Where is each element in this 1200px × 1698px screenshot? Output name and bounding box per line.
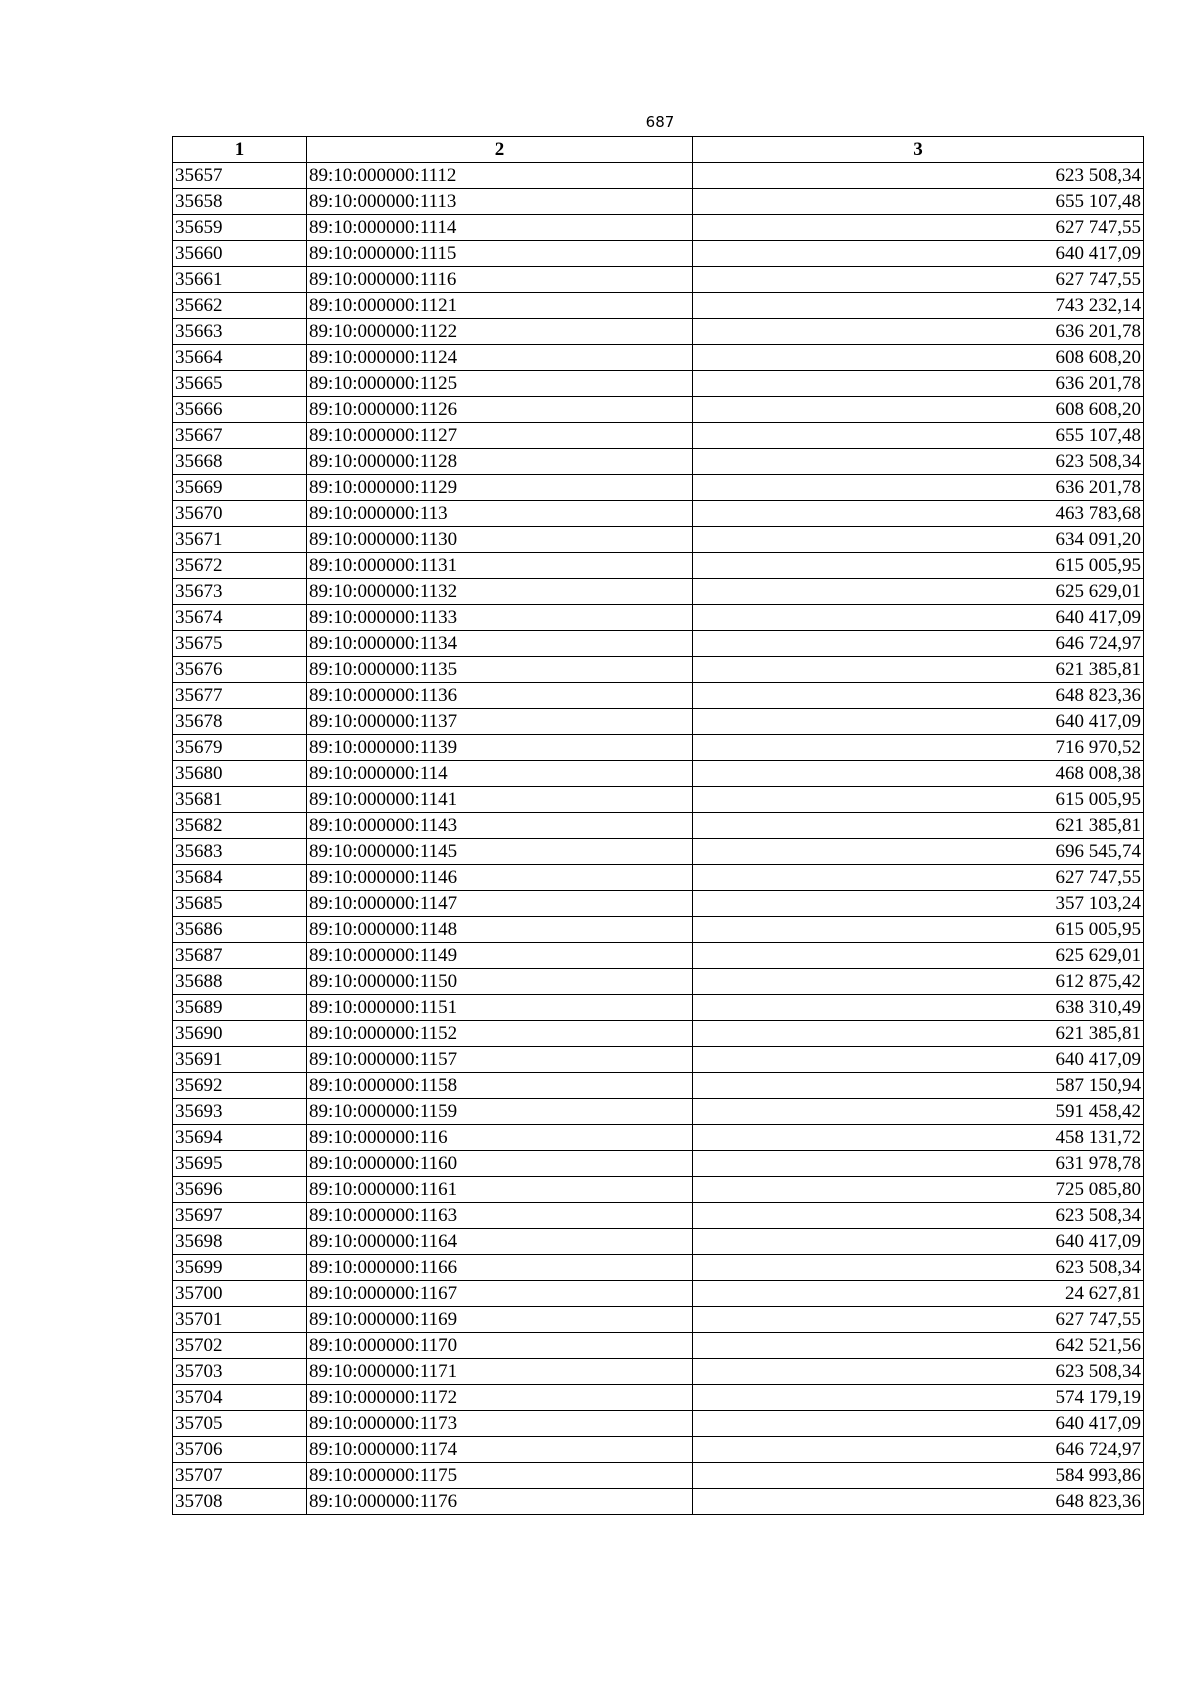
value-cell: 608 608,20 bbox=[693, 345, 1144, 371]
cadastral-number-cell: 89:10:000000:1166 bbox=[307, 1255, 693, 1281]
table-row bbox=[173, 241, 1144, 267]
header-row bbox=[173, 137, 1144, 163]
value-cell: 591 458,42 bbox=[693, 1099, 1144, 1125]
value-cell: 640 417,09 bbox=[693, 605, 1144, 631]
row-number-cell: 35694 bbox=[173, 1125, 307, 1151]
row-number-cell: 35704 bbox=[173, 1385, 307, 1411]
table-row bbox=[173, 319, 1144, 345]
value-cell: 623 508,34 bbox=[693, 1203, 1144, 1229]
row-number-cell: 35707 bbox=[173, 1463, 307, 1489]
table-row bbox=[173, 605, 1144, 631]
table-row bbox=[173, 1021, 1144, 1047]
row-number-cell: 35688 bbox=[173, 969, 307, 995]
table-row bbox=[173, 1203, 1144, 1229]
table-row bbox=[173, 657, 1144, 683]
cadastral-number-cell: 89:10:000000:1148 bbox=[307, 917, 693, 943]
cadastral-number-cell: 89:10:000000:1128 bbox=[307, 449, 693, 475]
value-cell: 608 608,20 bbox=[693, 397, 1144, 423]
row-number-cell: 35686 bbox=[173, 917, 307, 943]
value-cell: 627 747,55 bbox=[693, 1307, 1144, 1333]
row-number-cell: 35693 bbox=[173, 1099, 307, 1125]
row-number-cell: 35666 bbox=[173, 397, 307, 423]
row-number-cell: 35684 bbox=[173, 865, 307, 891]
cadastral-number-cell: 89:10:000000:1133 bbox=[307, 605, 693, 631]
cadastral-number-cell: 89:10:000000:1169 bbox=[307, 1307, 693, 1333]
table-row bbox=[173, 423, 1144, 449]
row-number-cell: 35669 bbox=[173, 475, 307, 501]
row-number-cell: 35687 bbox=[173, 943, 307, 969]
row-number-cell: 35689 bbox=[173, 995, 307, 1021]
row-number-cell: 35675 bbox=[173, 631, 307, 657]
row-number-cell: 35697 bbox=[173, 1203, 307, 1229]
row-number-cell: 35702 bbox=[173, 1333, 307, 1359]
table-row bbox=[173, 1385, 1144, 1411]
table-row bbox=[173, 631, 1144, 657]
table-row bbox=[173, 345, 1144, 371]
row-number-cell: 35708 bbox=[173, 1489, 307, 1515]
row-number-cell: 35705 bbox=[173, 1411, 307, 1437]
row-number-cell: 35690 bbox=[173, 1021, 307, 1047]
value-cell: 634 091,20 bbox=[693, 527, 1144, 553]
column-header-3: 3 bbox=[693, 137, 1144, 163]
value-cell: 648 823,36 bbox=[693, 683, 1144, 709]
table-row bbox=[173, 397, 1144, 423]
value-cell: 638 310,49 bbox=[693, 995, 1144, 1021]
row-number-cell: 35671 bbox=[173, 527, 307, 553]
value-cell: 615 005,95 bbox=[693, 917, 1144, 943]
row-number-cell: 35658 bbox=[173, 189, 307, 215]
table-row bbox=[173, 1229, 1144, 1255]
table-row bbox=[173, 1281, 1144, 1307]
value-cell: 612 875,42 bbox=[693, 969, 1144, 995]
value-cell: 743 232,14 bbox=[693, 293, 1144, 319]
row-number-cell: 35701 bbox=[173, 1307, 307, 1333]
table-header bbox=[173, 137, 1144, 163]
table-row bbox=[173, 1125, 1144, 1151]
cadastral-number-cell: 89:10:000000:1112 bbox=[307, 163, 693, 189]
row-number-cell: 35659 bbox=[173, 215, 307, 241]
table-row bbox=[173, 553, 1144, 579]
value-cell: 696 545,74 bbox=[693, 839, 1144, 865]
value-cell: 640 417,09 bbox=[693, 1047, 1144, 1073]
cadastral-number-cell: 89:10:000000:1160 bbox=[307, 1151, 693, 1177]
value-cell: 615 005,95 bbox=[693, 553, 1144, 579]
cadastral-number-cell: 89:10:000000:1129 bbox=[307, 475, 693, 501]
row-number-cell: 35676 bbox=[173, 657, 307, 683]
cadastral-number-cell: 89:10:000000:1127 bbox=[307, 423, 693, 449]
row-number-cell: 35683 bbox=[173, 839, 307, 865]
table-row bbox=[173, 371, 1144, 397]
row-number-cell: 35667 bbox=[173, 423, 307, 449]
value-cell: 636 201,78 bbox=[693, 319, 1144, 345]
table-row bbox=[173, 1411, 1144, 1437]
table-row bbox=[173, 1073, 1144, 1099]
table-row bbox=[173, 1333, 1144, 1359]
row-number-cell: 35685 bbox=[173, 891, 307, 917]
table-row bbox=[173, 1463, 1144, 1489]
table-body bbox=[173, 163, 1144, 1515]
cadastral-number-cell: 89:10:000000:1126 bbox=[307, 397, 693, 423]
row-number-cell: 35664 bbox=[173, 345, 307, 371]
row-number-cell: 35682 bbox=[173, 813, 307, 839]
table-row bbox=[173, 1151, 1144, 1177]
value-cell: 636 201,78 bbox=[693, 371, 1144, 397]
cadastral-number-cell: 89:10:000000:1158 bbox=[307, 1073, 693, 1099]
cadastral-number-cell: 89:10:000000:114 bbox=[307, 761, 693, 787]
row-number-cell: 35698 bbox=[173, 1229, 307, 1255]
table-row bbox=[173, 943, 1144, 969]
value-cell: 24 627,81 bbox=[693, 1281, 1144, 1307]
value-cell: 621 385,81 bbox=[693, 1021, 1144, 1047]
row-number-cell: 35672 bbox=[173, 553, 307, 579]
row-number-cell: 35677 bbox=[173, 683, 307, 709]
value-cell: 655 107,48 bbox=[693, 189, 1144, 215]
value-cell: 623 508,34 bbox=[693, 163, 1144, 189]
cadastral-number-cell: 89:10:000000:1113 bbox=[307, 189, 693, 215]
cadastral-number-cell: 89:10:000000:116 bbox=[307, 1125, 693, 1151]
row-number-cell: 35703 bbox=[173, 1359, 307, 1385]
row-number-cell: 35691 bbox=[173, 1047, 307, 1073]
cadastral-number-cell: 89:10:000000:1151 bbox=[307, 995, 693, 1021]
value-cell: 615 005,95 bbox=[693, 787, 1144, 813]
table-row bbox=[173, 761, 1144, 787]
cadastral-number-cell: 89:10:000000:1139 bbox=[307, 735, 693, 761]
table-row bbox=[173, 449, 1144, 475]
cadastral-number-cell: 89:10:000000:1116 bbox=[307, 267, 693, 293]
cadastral-number-cell: 89:10:000000:1159 bbox=[307, 1099, 693, 1125]
table-row bbox=[173, 891, 1144, 917]
table-row bbox=[173, 917, 1144, 943]
row-number-cell: 35679 bbox=[173, 735, 307, 761]
cadastral-number-cell: 89:10:000000:1175 bbox=[307, 1463, 693, 1489]
cadastral-number-cell: 89:10:000000:1171 bbox=[307, 1359, 693, 1385]
page-number: 687 bbox=[645, 113, 675, 131]
table-row bbox=[173, 969, 1144, 995]
cadastral-number-cell: 89:10:000000:1176 bbox=[307, 1489, 693, 1515]
table-row bbox=[173, 501, 1144, 527]
value-cell: 587 150,94 bbox=[693, 1073, 1144, 1099]
value-cell: 623 508,34 bbox=[693, 449, 1144, 475]
table-row bbox=[173, 1307, 1144, 1333]
cadastral-number-cell: 89:10:000000:1131 bbox=[307, 553, 693, 579]
cadastral-number-cell: 89:10:000000:1125 bbox=[307, 371, 693, 397]
value-cell: 357 103,24 bbox=[693, 891, 1144, 917]
row-number-cell: 35692 bbox=[173, 1073, 307, 1099]
row-number-cell: 35706 bbox=[173, 1437, 307, 1463]
value-cell: 574 179,19 bbox=[693, 1385, 1144, 1411]
cadastral-number-cell: 89:10:000000:1167 bbox=[307, 1281, 693, 1307]
row-number-cell: 35681 bbox=[173, 787, 307, 813]
cadastral-number-cell: 89:10:000000:1122 bbox=[307, 319, 693, 345]
table-row bbox=[173, 683, 1144, 709]
value-cell: 627 747,55 bbox=[693, 865, 1144, 891]
row-number-cell: 35673 bbox=[173, 579, 307, 605]
cadastral-number-cell: 89:10:000000:1152 bbox=[307, 1021, 693, 1047]
table-row bbox=[173, 527, 1144, 553]
value-cell: 627 747,55 bbox=[693, 215, 1144, 241]
cadastral-number-cell: 89:10:000000:1161 bbox=[307, 1177, 693, 1203]
value-cell: 725 085,80 bbox=[693, 1177, 1144, 1203]
row-number-cell: 35665 bbox=[173, 371, 307, 397]
table-row bbox=[173, 709, 1144, 735]
value-cell: 621 385,81 bbox=[693, 813, 1144, 839]
cadastral-number-cell: 89:10:000000:1149 bbox=[307, 943, 693, 969]
value-cell: 642 521,56 bbox=[693, 1333, 1144, 1359]
row-number-cell: 35668 bbox=[173, 449, 307, 475]
row-number-cell: 35674 bbox=[173, 605, 307, 631]
cadastral-number-cell: 89:10:000000:1173 bbox=[307, 1411, 693, 1437]
value-cell: 621 385,81 bbox=[693, 657, 1144, 683]
row-number-cell: 35661 bbox=[173, 267, 307, 293]
value-cell: 584 993,86 bbox=[693, 1463, 1144, 1489]
cadastral-number-cell: 89:10:000000:1135 bbox=[307, 657, 693, 683]
row-number-cell: 35699 bbox=[173, 1255, 307, 1281]
value-cell: 655 107,48 bbox=[693, 423, 1144, 449]
cadastral-number-cell: 89:10:000000:1134 bbox=[307, 631, 693, 657]
column-header-1: 1 bbox=[173, 137, 307, 163]
table-row bbox=[173, 215, 1144, 241]
cadastral-number-cell: 89:10:000000:1163 bbox=[307, 1203, 693, 1229]
row-number-cell: 35695 bbox=[173, 1151, 307, 1177]
table-row bbox=[173, 995, 1144, 1021]
row-number-cell: 35663 bbox=[173, 319, 307, 345]
cadastral-number-cell: 89:10:000000:1157 bbox=[307, 1047, 693, 1073]
value-cell: 648 823,36 bbox=[693, 1489, 1144, 1515]
cadastral-number-cell: 89:10:000000:1150 bbox=[307, 969, 693, 995]
table-row bbox=[173, 1099, 1144, 1125]
value-cell: 623 508,34 bbox=[693, 1255, 1144, 1281]
table-row bbox=[173, 475, 1144, 501]
table-row bbox=[173, 1489, 1144, 1515]
cadastral-number-cell: 89:10:000000:1132 bbox=[307, 579, 693, 605]
value-cell: 625 629,01 bbox=[693, 943, 1144, 969]
value-cell: 646 724,97 bbox=[693, 1437, 1144, 1463]
cadastral-number-cell: 89:10:000000:1114 bbox=[307, 215, 693, 241]
registry-table bbox=[172, 136, 1144, 1515]
value-cell: 623 508,34 bbox=[693, 1359, 1144, 1385]
table-row bbox=[173, 735, 1144, 761]
cadastral-number-cell: 89:10:000000:1136 bbox=[307, 683, 693, 709]
value-cell: 631 978,78 bbox=[693, 1151, 1144, 1177]
table-row bbox=[173, 1359, 1144, 1385]
row-number-cell: 35657 bbox=[173, 163, 307, 189]
cadastral-number-cell: 89:10:000000:1170 bbox=[307, 1333, 693, 1359]
value-cell: 627 747,55 bbox=[693, 267, 1144, 293]
table-row bbox=[173, 267, 1144, 293]
value-cell: 640 417,09 bbox=[693, 1411, 1144, 1437]
row-number-cell: 35670 bbox=[173, 501, 307, 527]
table-row bbox=[173, 813, 1144, 839]
cadastral-number-cell: 89:10:000000:1121 bbox=[307, 293, 693, 319]
value-cell: 640 417,09 bbox=[693, 709, 1144, 735]
table-row bbox=[173, 839, 1144, 865]
row-number-cell: 35660 bbox=[173, 241, 307, 267]
cadastral-number-cell: 89:10:000000:1146 bbox=[307, 865, 693, 891]
cadastral-number-cell: 89:10:000000:1145 bbox=[307, 839, 693, 865]
table-row bbox=[173, 579, 1144, 605]
cadastral-number-cell: 89:10:000000:1174 bbox=[307, 1437, 693, 1463]
row-number-cell: 35662 bbox=[173, 293, 307, 319]
column-header-2: 2 bbox=[307, 137, 693, 163]
value-cell: 646 724,97 bbox=[693, 631, 1144, 657]
cadastral-number-cell: 89:10:000000:1141 bbox=[307, 787, 693, 813]
value-cell: 463 783,68 bbox=[693, 501, 1144, 527]
row-number-cell: 35700 bbox=[173, 1281, 307, 1307]
table-row bbox=[173, 163, 1144, 189]
value-cell: 640 417,09 bbox=[693, 1229, 1144, 1255]
table-row bbox=[173, 787, 1144, 813]
table-row bbox=[173, 1177, 1144, 1203]
row-number-cell: 35678 bbox=[173, 709, 307, 735]
cadastral-number-cell: 89:10:000000:1147 bbox=[307, 891, 693, 917]
table-row bbox=[173, 189, 1144, 215]
cadastral-number-cell: 89:10:000000:1124 bbox=[307, 345, 693, 371]
value-cell: 468 008,38 bbox=[693, 761, 1144, 787]
table-row bbox=[173, 293, 1144, 319]
cadastral-number-cell: 89:10:000000:1143 bbox=[307, 813, 693, 839]
value-cell: 625 629,01 bbox=[693, 579, 1144, 605]
cadastral-number-cell: 89:10:000000:1115 bbox=[307, 241, 693, 267]
table-row bbox=[173, 1255, 1144, 1281]
row-number-cell: 35680 bbox=[173, 761, 307, 787]
table-row bbox=[173, 865, 1144, 891]
row-number-cell: 35696 bbox=[173, 1177, 307, 1203]
cadastral-number-cell: 89:10:000000:1130 bbox=[307, 527, 693, 553]
cadastral-number-cell: 89:10:000000:1172 bbox=[307, 1385, 693, 1411]
value-cell: 640 417,09 bbox=[693, 241, 1144, 267]
value-cell: 458 131,72 bbox=[693, 1125, 1144, 1151]
cadastral-number-cell: 89:10:000000:1164 bbox=[307, 1229, 693, 1255]
cadastral-number-cell: 89:10:000000:113 bbox=[307, 501, 693, 527]
value-cell: 716 970,52 bbox=[693, 735, 1144, 761]
cadastral-number-cell: 89:10:000000:1137 bbox=[307, 709, 693, 735]
table-row bbox=[173, 1047, 1144, 1073]
value-cell: 636 201,78 bbox=[693, 475, 1144, 501]
table-row bbox=[173, 1437, 1144, 1463]
